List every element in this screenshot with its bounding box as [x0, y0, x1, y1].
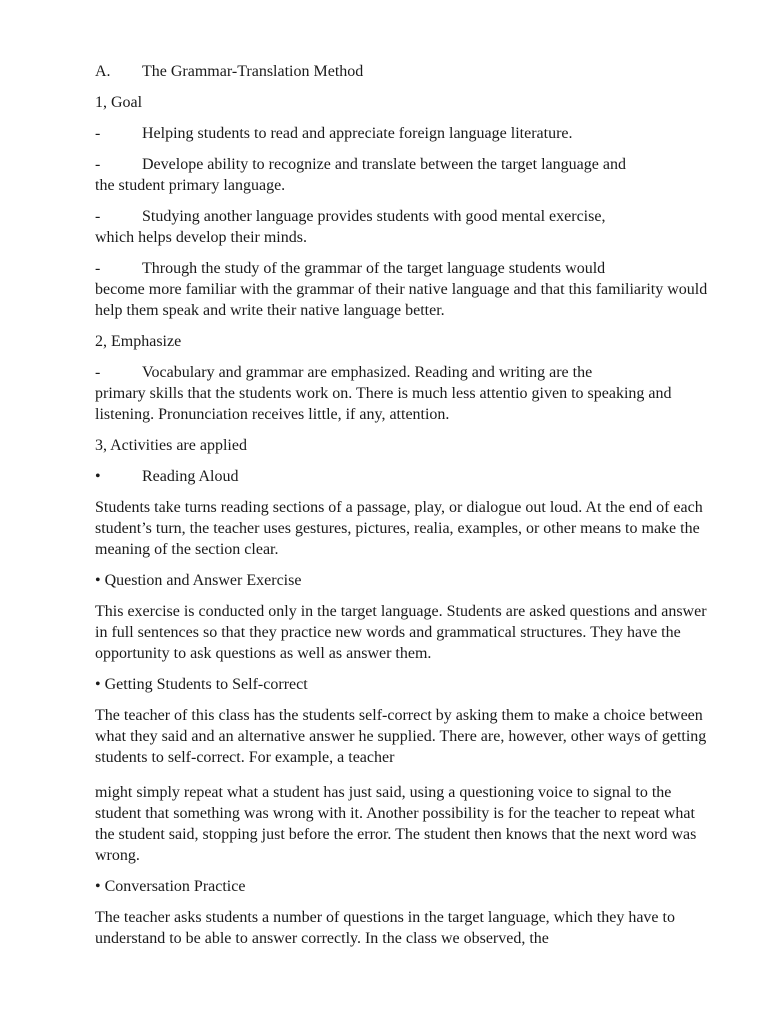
- goal-item: [95, 123, 715, 144]
- goal-item-lead: Develope ability to recognize and translate between the target language and: [142, 156, 626, 173]
- reading-aloud-title: [95, 466, 715, 487]
- goal-item: [95, 154, 715, 196]
- self-correct-title: • Getting Students to Self-correct: [95, 676, 308, 693]
- goal-item-rest: the student primary language.: [95, 177, 286, 194]
- emphasize-heading: 2, Emphasize: [95, 333, 182, 350]
- conversation-title: • Conversation Practice: [95, 878, 246, 895]
- dash-marker: -: [95, 208, 101, 225]
- goal-item-lead: Studying another language provides students with good mental exercise,: [142, 208, 606, 225]
- dash-marker: -: [95, 260, 101, 277]
- dash-marker: -: [95, 156, 101, 173]
- self-correct-body: The teacher of this class has the students self-correct by asking them to make a choice between what they said and an alternative answer he supplied. There are, however, other ways of getting students to self-correct. For example, a teacher: [95, 707, 707, 766]
- goal-item: [95, 258, 715, 321]
- reading-aloud-body: Students take turns reading sections of a passage, play, or dialogue out loud. At the end of each student’s turn, the teacher uses gestures, pictures, realia, examples, or other means to make the meaning of the section clear.: [95, 499, 703, 558]
- conversation-body: The teacher asks students a number of questions in the target language, which they have to understand to be able to answer correctly. In the class we observed, the: [95, 909, 675, 947]
- emphasize-item: [95, 362, 715, 425]
- emphasize-item-rest: primary skills that the students work on. There is much less attentio given to speaking and listening. Pronunciation receives little, if any, attention.: [95, 385, 672, 423]
- question-answer-body: This exercise is conducted only in the target language. Students are asked questions and answer in full sentences so that they practice new words and grammatical structures. They have the opportunity to ask questions as well as answer them.: [95, 603, 707, 662]
- goal-item-rest: which helps develop their minds.: [95, 229, 307, 246]
- dash-marker: -: [95, 364, 101, 381]
- activities-heading: 3, Activities are applied: [95, 437, 247, 454]
- emphasize-item-lead: Vocabulary and grammar are emphasized. Reading and writing are the: [142, 364, 593, 381]
- dash-marker: -: [95, 125, 101, 142]
- document-content: [95, 61, 715, 959]
- section-heading: [95, 61, 715, 82]
- bullet-marker: •: [95, 468, 101, 485]
- section-marker: A.: [95, 63, 111, 80]
- goal-item-rest: become more familiar with the grammar of their native language and that this familiarity would help them speak and write their native language better.: [95, 281, 708, 319]
- goal-item: [95, 206, 715, 248]
- reading-aloud-title-text: Reading Aloud: [142, 468, 239, 485]
- goal-heading: 1, Goal: [95, 94, 143, 111]
- goal-item-lead: Through the study of the grammar of the target language students would: [142, 260, 606, 277]
- section-title: The Grammar-Translation Method: [142, 63, 364, 80]
- self-correct-body-continued: might simply repeat what a student has just said, using a questioning voice to signal to the student that something was wrong with it. Another possibility is for the teacher to repeat what the student said, stopping just before the error. The student then knows that the next word was wrong.: [95, 784, 697, 864]
- goal-item-text: Helping students to read and appreciate foreign language literature.: [142, 125, 573, 142]
- question-answer-title: • Question and Answer Exercise: [95, 572, 302, 589]
